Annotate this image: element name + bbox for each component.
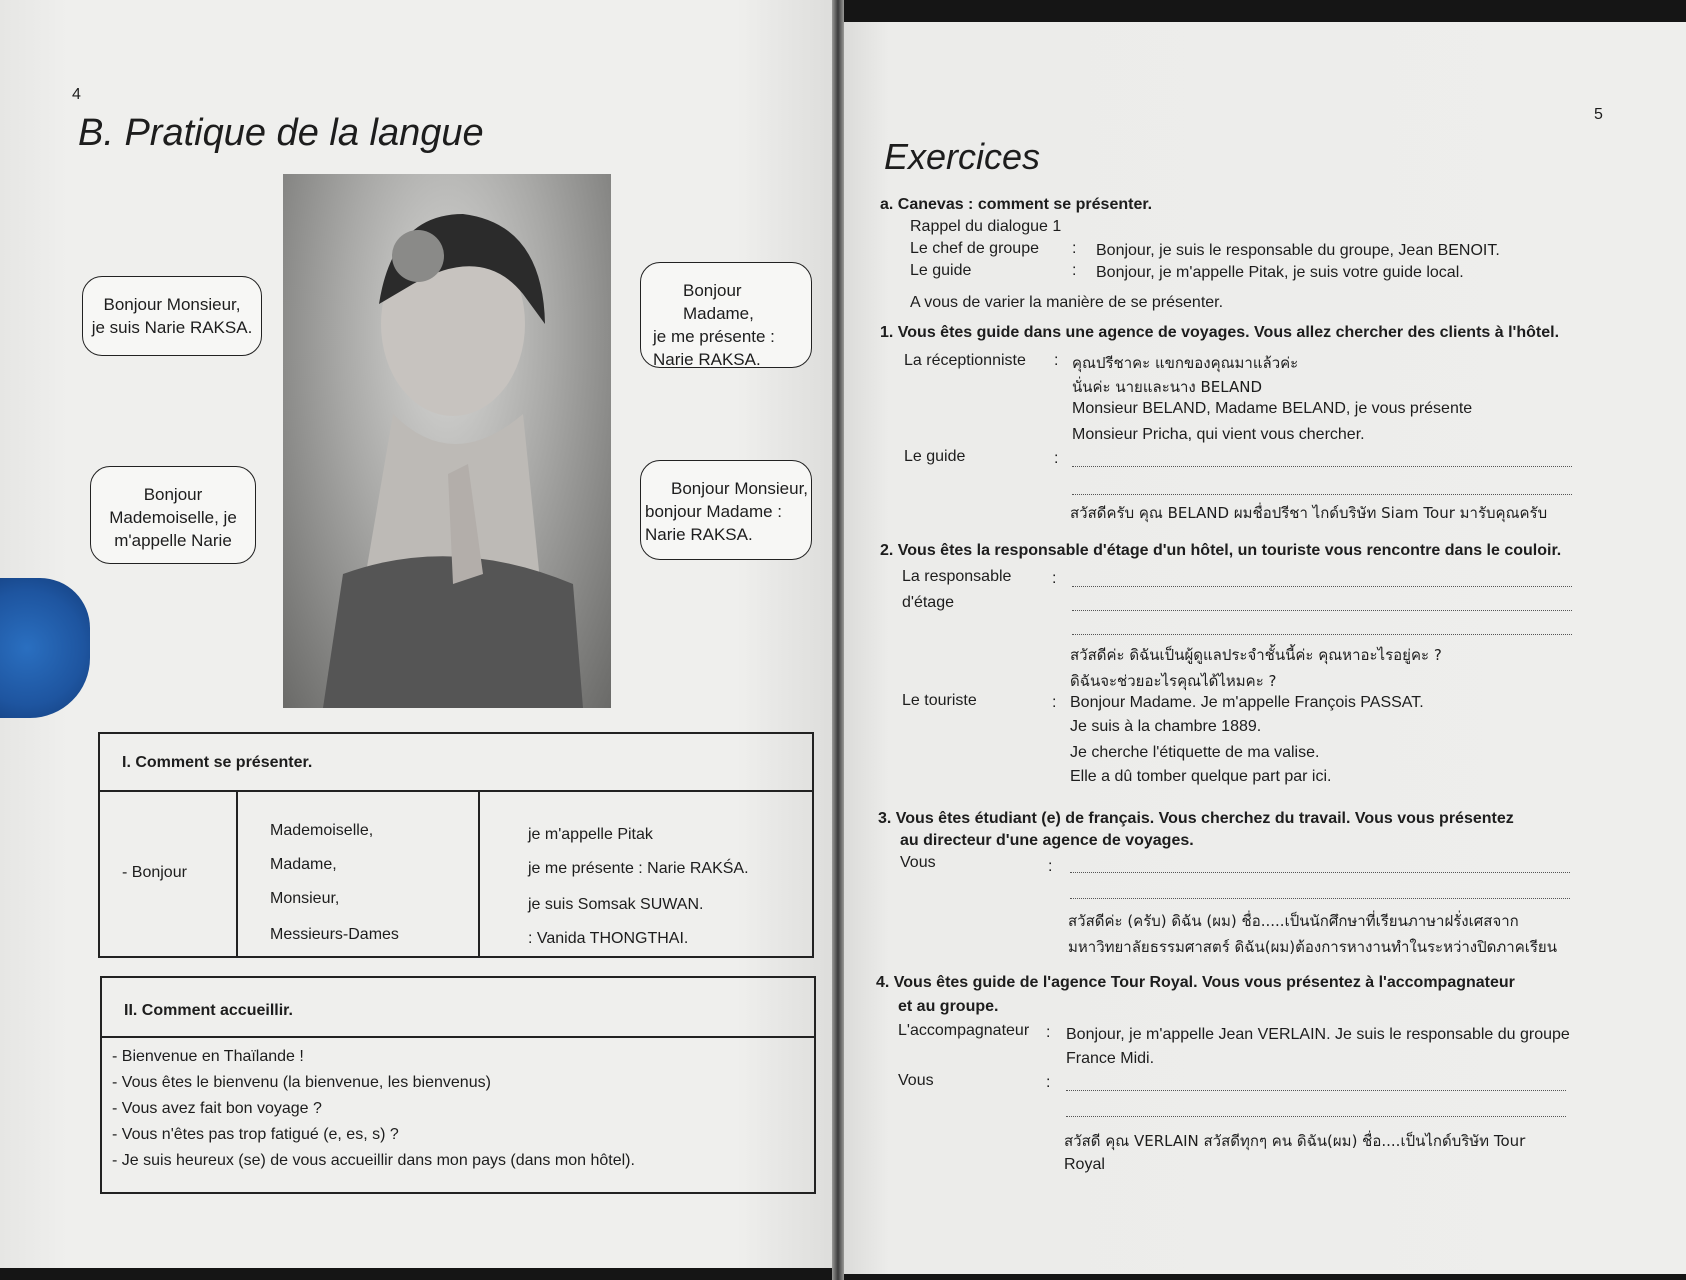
recep-thai-2: นั่นค่ะ นายและนาง BELAND: [1072, 378, 1263, 396]
box-presentation-title: I. Comment se présenter.: [122, 754, 313, 771]
answer-line-2a: [1072, 586, 1572, 587]
exercises-heading: Exercices: [884, 136, 1041, 177]
answer-line-4b: [1066, 1116, 1566, 1117]
box-presentation-divider: [100, 790, 812, 792]
bubble-4-line2: bonjour Madame :: [645, 502, 783, 521]
welcome-item-1: - Bienvenue en Thaïlande !: [112, 1048, 304, 1065]
resp-label-1: La responsable: [902, 568, 1012, 585]
recep-fr-2: Monsieur Pricha, qui vient vous chercher.: [1072, 426, 1365, 443]
speech-bubble-3: [90, 466, 256, 564]
colon-guide-1: :: [1054, 450, 1059, 467]
title-monsieur: Monsieur,: [270, 890, 340, 907]
tourist-line-2: Je suis à la chambre 1889.: [1070, 718, 1262, 735]
speech-bubble-2: [640, 262, 812, 368]
phrase-presente: je me présente : Narie RAKŚA.: [528, 860, 749, 877]
chef-label: Le chef de groupe: [910, 240, 1039, 257]
resp-thai-1: สวัสดีค่ะ ดิฉันเป็นผู้ดูแลประจำชั้นนี้ค่ะ คุณหาอะไรอยู่คะ ?: [1070, 646, 1442, 664]
vous-label-4: Vous: [898, 1072, 934, 1089]
photo-woman-greeting: [283, 174, 611, 708]
phrase-suis: je suis Somsak SUWAN.: [528, 896, 704, 913]
bubble-4-line1: Bonjour Monsieur,: [671, 479, 809, 498]
colon-recep: :: [1054, 352, 1059, 369]
exercise-3-title-2: au directeur d'une agence de voyages.: [900, 832, 1194, 849]
colon-guide-a: :: [1072, 262, 1077, 279]
answer-line-1b: [1072, 494, 1572, 495]
guide-label-1: Le guide: [904, 448, 966, 465]
welcome-item-3: - Vous avez fait bon voyage ?: [112, 1100, 322, 1117]
title-mademoiselle: Mademoiselle,: [270, 822, 374, 839]
woman-wai-illustration: [283, 174, 611, 708]
vous-label-3: Vous: [900, 854, 936, 871]
answer-line-1a: [1072, 466, 1572, 467]
box-welcome-title: II. Comment accueillir.: [124, 1002, 293, 1019]
vous-thai-3a: สวัสดีค่ะ (ครับ) ดิฉัน (ผม) ชื่อ.....เป็นนักศึกษาที่เรียนภาษาฝรั่งเศสจาก: [1068, 912, 1519, 930]
phrase-appelle: je m'appelle Pitak: [528, 826, 653, 843]
guide-thai-1: สวัสดีครับ คุณ BELAND ผมชื่อปรีชา ไกด์บริษัท Siam Tour มารับคุณครับ: [1070, 504, 1548, 522]
bubble-2-line3: Narie RAKSA.: [653, 350, 761, 369]
chef-text: Bonjour, je suis le responsable du groupe, Jean BENOIT.: [1096, 242, 1500, 259]
title-messieurs-dames: Messieurs-Dames: [270, 926, 399, 943]
exercise-4-title-2: et au groupe.: [898, 998, 999, 1015]
phrase-name: : Vanida THONGTHAI.: [528, 930, 689, 947]
exercise-3-title-1: 3. Vous êtes étudiant (e) de français. Vous cherchez du travail. Vous vous présentez: [878, 810, 1514, 827]
tourist-label: Le touriste: [902, 692, 977, 709]
tourist-line-4: Elle a dû tomber quelque part par ici.: [1070, 768, 1332, 785]
vous-thai-4a: สวัสดี คุณ VERLAIN สวัสดีทุกๆ คน ดิฉัน(ผม) ชื่อ....เป็นไกด์บริษัท Tour: [1064, 1132, 1526, 1150]
colon-vous-3: :: [1048, 858, 1053, 875]
acc-line-2: France Midi.: [1066, 1050, 1155, 1067]
answer-line-2c: [1072, 634, 1572, 635]
recep-fr-1: Monsieur BELAND, Madame BELAND, je vous présente: [1072, 400, 1473, 417]
bubble-3-line3: m'appelle Narie: [114, 531, 232, 550]
recall-dialogue: Rappel du dialogue 1: [910, 218, 1062, 235]
resp-thai-2: ดิฉันจะช่วยอะไรคุณได้ไหมคะ ?: [1070, 672, 1277, 690]
welcome-item-5: - Je suis heureux (se) de vous accueillir dans mon pays (dans mon hôtel).: [112, 1152, 635, 1169]
colon-resp: :: [1052, 570, 1057, 587]
bubble-1-line1: Bonjour Monsieur,: [103, 295, 241, 314]
title-madame: Madame,: [270, 856, 337, 873]
answer-line-4a: [1066, 1090, 1566, 1091]
colon-tourist: :: [1052, 694, 1057, 711]
greeting-cell: - Bonjour: [122, 864, 187, 881]
box-welcome: [100, 976, 816, 1194]
vous-thai-4b: Royal: [1064, 1156, 1105, 1173]
page-number-right: 5: [1594, 106, 1603, 123]
bubble-2-line1: Bonjour Madame,: [683, 281, 754, 323]
welcome-item-4: - Vous n'êtes pas trop fatigué (e, es, s) ?: [112, 1126, 399, 1143]
vous-thai-3b: มหาวิทยาลัยธรรมศาสตร์ ดิฉัน(ผม)ต้องการหางานทำในระหว่างปิดภาคเรียน: [1068, 938, 1557, 956]
exercise-1-title: 1. Vous êtes guide dans une agence de voyages. Vous allez chercher des clients à l'hôtel.: [880, 324, 1560, 341]
guide-text-a: Bonjour, je m'appelle Pitak, je suis votre guide local.: [1096, 264, 1464, 281]
book-spine: [832, 0, 844, 1280]
page-number-left: 4: [72, 86, 81, 103]
bubble-2-line2: je me présente :: [653, 327, 775, 346]
section-heading: B. Pratique de la langue: [78, 112, 484, 154]
tourist-line-3: Je cherche l'étiquette de ma valise.: [1070, 744, 1320, 761]
acc-line-1: Bonjour, je m'appelle Jean VERLAIN. Je suis le responsable du groupe: [1066, 1026, 1570, 1043]
guide-label-a: Le guide: [910, 262, 972, 279]
recep-thai-1: คุณปรีชาคะ แขกของคุณมาแล้วค่ะ: [1072, 354, 1299, 372]
colon-vous-4: :: [1046, 1074, 1051, 1091]
accompagnateur-label: L'accompagnateur: [898, 1022, 1030, 1039]
bubble-3-line2: Mademoiselle, je: [109, 508, 237, 527]
bubble-3-line1: Bonjour: [143, 485, 203, 504]
box-presentation: [98, 732, 814, 958]
section-a-title: a. Canevas : comment se présenter.: [880, 196, 1153, 213]
bubble-1-line2: je suis Narie RAKSA.: [91, 318, 253, 337]
exercise-2-title: 2. Vous êtes la responsable d'étage d'un hôtel, un touriste vous rencontre dans le couloir.: [880, 542, 1562, 559]
receptionist-label: La réceptionniste: [904, 352, 1026, 369]
bubble-4-line3: Narie RAKSA.: [645, 525, 753, 544]
answer-line-3a: [1070, 872, 1570, 873]
colon-acc: :: [1046, 1024, 1051, 1041]
exercise-4-title-1: 4. Vous êtes guide de l'agence Tour Royal. Vous vous présentez à l'accompagnateur: [876, 974, 1515, 991]
speech-bubble-1: [82, 276, 262, 356]
answer-line-3b: [1070, 898, 1570, 899]
box-col-divider-1: [236, 790, 238, 956]
vary-instruction: A vous de varier la manière de se présenter.: [910, 294, 1224, 311]
box-welcome-divider: [102, 1036, 814, 1038]
tourist-line-1: Bonjour Madame. Je m'appelle François PASSAT.: [1070, 694, 1424, 711]
resp-label-2: d'étage: [902, 594, 954, 611]
box-col-divider-2: [478, 790, 480, 956]
speech-bubble-4: [640, 460, 812, 560]
welcome-item-2: - Vous êtes le bienvenu (la bienvenue, les bienvenus): [112, 1074, 491, 1091]
answer-line-2b: [1072, 610, 1572, 611]
colon-chef: :: [1072, 240, 1077, 257]
